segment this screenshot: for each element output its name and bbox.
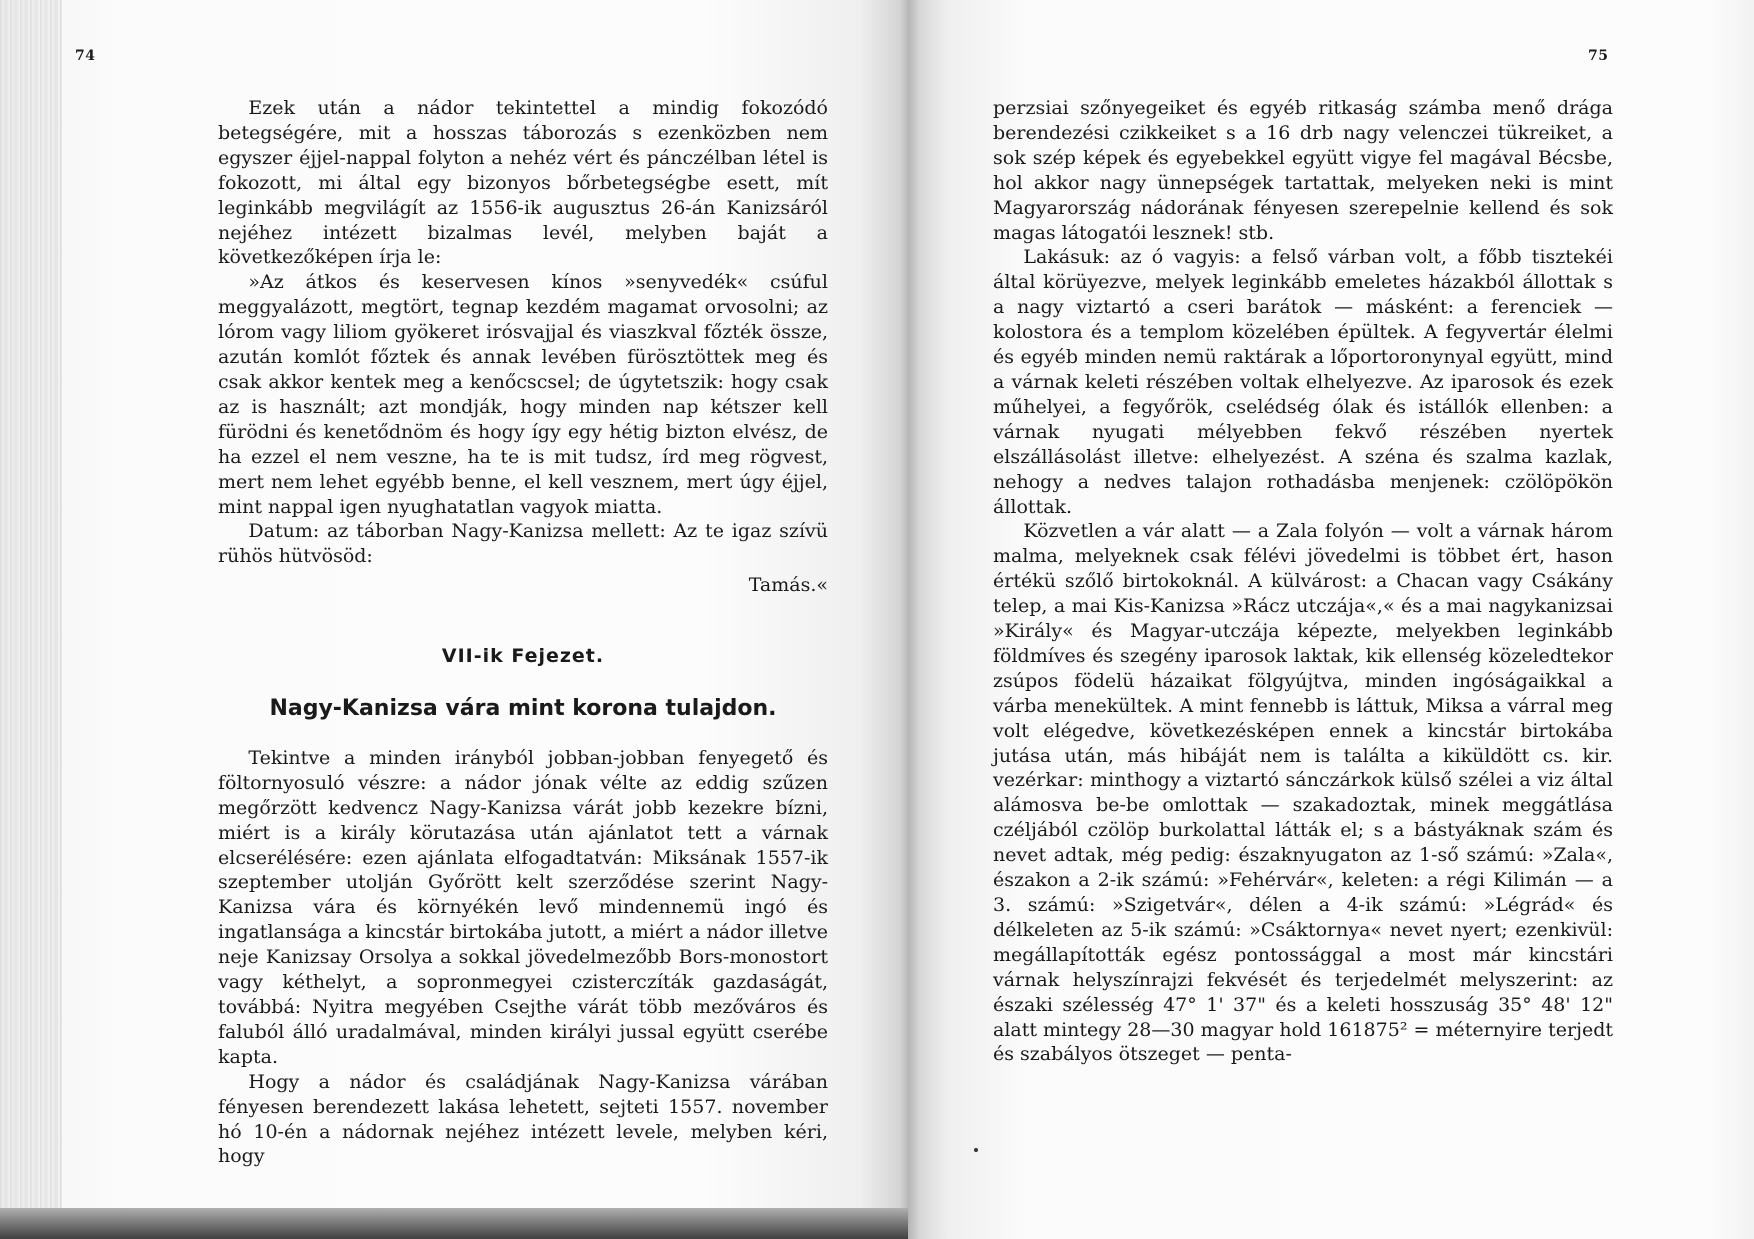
paragraph-letter: »Az átkos és keservesen kínos »senyvedék« csúful meggyalázott, megtört, tegnap kezdém magamat orvosolni; az lórom vagy liliom gyökeret irósvajjal és viaszkval főzték össze, azután komlót főztek és annak levében fürösztöttek meg és csak akkor kentek meg a kenőcscsel; de úgytetszik: hogy csak az is használt; azt mondják, hogy minden nap kétszer kell fürödni és kenetődnöm és hogy így egy hétig bizton elvész, de ha ezzel el nem veszne, ha te is mit tudsz, írd meg rögvest, mert nem lehet egyébb benne, el kell vesznem, mert úgy éjjel, mint nappal igen nyughatatlan vagyok miatta. [218,271,828,518]
letter-signature: Tamás.« [748,574,828,597]
chapter-title: Nagy-Kanizsa vára mint korona tulajdon. [269,696,777,722]
chapter-paragraph: Hogy a nádor és családjának Nagy-Kanizsa várában fényesen berendezett lakása lehetett, sejteti 1557. november hó 10-én a nádornak nejéhez intézett levele, melyben kéri, hogy [218,1070,828,1168]
right-text-column [993,96,1613,1067]
ink-speck [974,1148,978,1152]
page-number-left: 74 [75,48,96,64]
page-number-right: 75 [1588,48,1609,64]
paragraph-intro: Ezek után a nádor tekintettel a mindig fokozódó betegségére, mit a hosszas táborozás s ezenközben nem egyszer éjjel-nappal folyton a nehéz vért és pánczélban létel is fokozott, mi által egy bizonyos bőrbetegségbe esett, mít leginkább megvilágít az 1556-ik augusztus 26-án Kanizsáról nejéhez intézett bizalmas levél, melyben baját a következőképen írja le: [218,97,828,269]
paragraph-continuation: perzsiai szőnyegeiket és egyéb ritkaság számba menő drága berendezési czikkeiket s a 16 drb nagy velenczei tükreiket, a sok szép képek és egyebekkel együtt vigye fel magával Bécsbe, hol akkor nagy ünnepségek tartattak, melyeken neki is mint Magyarország nádorának fényesen szerepelnie kellend és sok magas látogatói lesznek! stb. [993,97,1613,244]
paragraph-kozvetlen: Közvetlen a vár alatt — a Zala folyón — volt a várnak három malma, melyeknek csak félévi jövedelmi is többet ért, hason értékü szőlő birtokoknál. A külvárost: a Chacan vagy Csákány telep, a mai Kis-Kanizsa »Rácz utczája«,« és a mai nagykanizsai »Király« és Magyar-utczája képezte, melyekben leginkább földmíves és szegény iparosok laktak, kik ellenség közeledtekor zsúpos födelü házaikat fölgyújtva, minden ingóságaikkal a várba menekültek. A mint fennebb is láttuk, Miksa a várral meg volt elégedve, következésképen ennek a kincstár birtokába jutása után, más hibáját nem is találta a kiküldött cs. kir. vezérkar: minthogy a viztartó sánczárkok külső szélei a viz által alámosva be-be omlottak — szakadoztak, minek meggátlása czéljából czölöp burkolattal látták el; s a bástyáknak szám és nevet adtak, még pedig: északnyugaton az 1-ső számú: »Zala«, északon a 2-ik számú: »Fehérvár«, keleten: a régi Kilimán — a 3. számú: »Szigetvár«, délen a 4-ik számú: »Légrád« és délkeleten az 5-ik számú: »Csáktornya« nevet nyert; ezenkivül: megállapították egész pontossággal a most már kincstári várnak helyszínrajzi fekvését és terjedelmét melyszerint: az északi szélesség 47° 1' 37" és a keleti hosszuság 35° 48' 12" alatt mintegy 28—30 magyar hold 161875² = méternyire terjedt és szabályos ötszeget — penta- [993,520,1613,1066]
left-text-column [218,96,828,1169]
chapter-number: VII-ik Fejezet. [441,645,605,668]
chapter-paragraph: Tekintve a minden irányból jobban-jobban fenyegető és föltornyosuló vészre: a nádor jónak vélte az eddig szűzen megőrzött kedvencz Nagy-Kanizsa várát jobb kezekre bízni, miért is a király körutazása után ajánlatot tett a várnak elcserélésére: ezen ajánlata elfogadtatván: Miksának 1557-ik szeptember utolján Győrött kelt szerződése szerint Nagy-Kanizsa vára és környékén levő mindennemü ingó és ingatlansága a kincstár birtokába jutott, a miért a nádor illetve neje Kanizsay Orsolya a sokkal jövedelmezőbb Bors-monostort vagy kéthelyt, a sopronmegyei czisterczíták gazdaságát, továbbá: Nyitra megyében Csejthe várát több mezőváros és faluból álló uradalmával, minden királyi jussal együtt cserébe kapta. [218,746,828,1068]
page-edge-shadow [0,1208,908,1239]
paragraph-lakasuk: Lakásuk: az ó vagyis: a felső várban volt, a főbb tisztekéi által körüyezve, melyek leginkább emeletes házakból állottak s a nagy viztartó a cseri barátok — másként: a ferenciek — kolostora és a templom közelében épültek. A fegyvertár élelmi és egyéb minden nemü raktárak a lőportoronynyal együtt, mind a várnak keleti részében voltak elhelyezve. Az iparosok és ezek műhelyei, a fegyőrök, cselédség ólak és istállók ellenben: a várnak nyugati mélyebben fekvő részében nyertek elszállásolást illetve: elhelyezést. A széna és szalma kazlak, nehogy a nedves talajon rothadásba menjenek: czölöpökön állottak. [993,246,1613,518]
paragraph-datum: Datum: az táborban Nagy-Kanizsa mellett: Az te igaz szívü rühös hütvösöd: [218,520,828,568]
right-page [908,0,1754,1239]
